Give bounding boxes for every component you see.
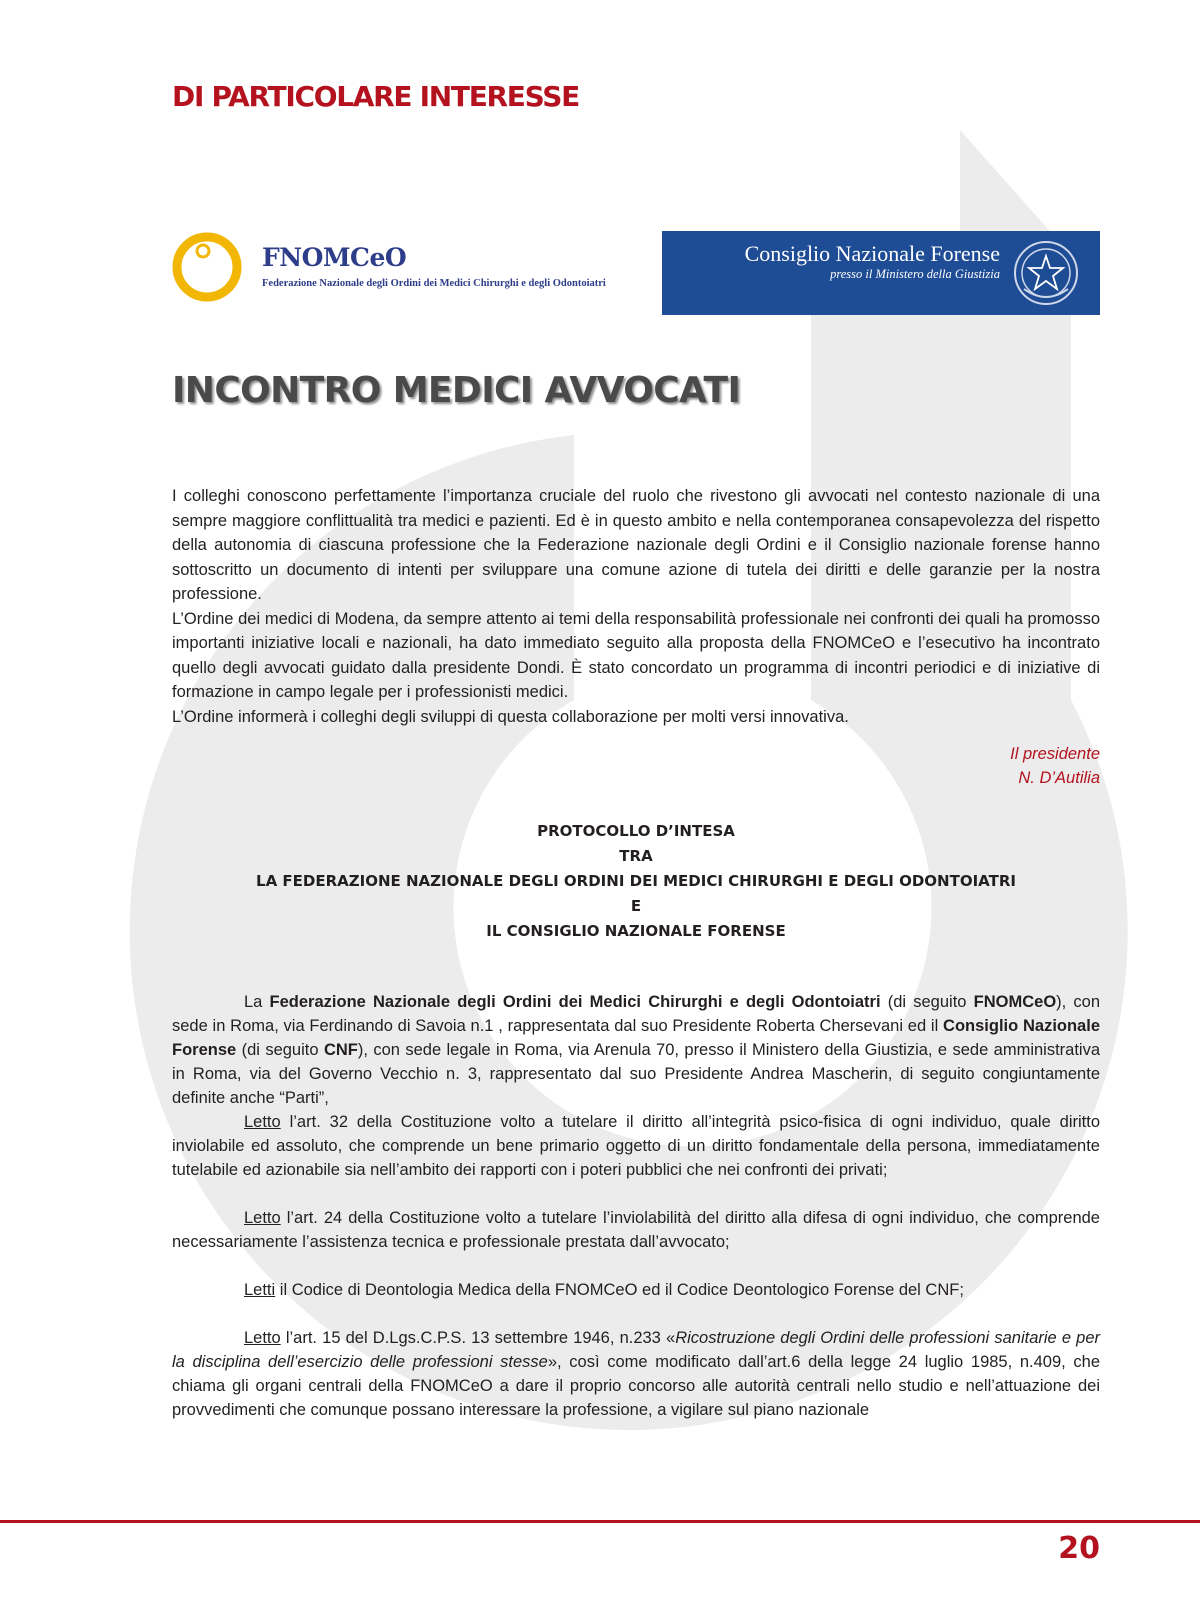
italian-republic-emblem-icon (1010, 237, 1082, 309)
intro-paragraph: I colleghi conoscono perfettamente l’importanza cruciale del ruolo che rivestono gli avvocati nel contesto nazionale di una sempre maggiore conflittualità tra medici e pazienti. Ed è in questo ambito e nella contemporanea consapevolezza del rispetto della autonomia di ciascuna professione che la Federazione nazionale degli Ordini e il Consiglio nazionale forense hanno sottoscritto un documento di intenti per sviluppare una comune azione di tutela dei diritti e delle garanzie per la nostra professione. (172, 487, 1100, 603)
signature-name: N. D’Autilia (1018, 769, 1100, 787)
intro-paragraph: L’Ordine informerà i colleghi degli sviluppi di questa collaborazione per molti versi innovativa. (172, 707, 849, 726)
fnomceo-subtitle: Federazione Nazionale degli Ordini dei Medici Chirurghi e degli Odontoiatri (262, 278, 606, 289)
article-intro (172, 484, 1100, 729)
article-headline: INCONTRO MEDICI AVVOCATI (172, 370, 741, 411)
signature-role: Il presidente (1010, 745, 1100, 763)
footer-rule (0, 1520, 1200, 1523)
protocol-heading-line: TRA (619, 847, 653, 865)
protocol-paragraph-art24: Letto l’art. 24 della Costituzione volto a tutelare l’inviolabilità del diritto alla difesa di ogni individuo, che comprende necessariamente l’assistenza tecnica e professionale prestata dall’avvocato; (172, 1209, 1100, 1251)
section-label: DI PARTICOLARE INTERESSE (172, 80, 579, 113)
protocol-heading-line: PROTOCOLLO D’INTESA (537, 822, 735, 840)
cnf-logo (662, 231, 1100, 315)
intro-paragraph: L’Ordine dei medici di Modena, da sempre attento ai temi della responsabilità professionale nei confronti dei quali ha promosso importanti iniziative locali e nazionali, ha dato immediato seguito alla proposta della FNOMCeO e l’esecutivo ha incontrato quello degli avvocati guidato dalla presidente Dondi. È stato concordato un programma di incontri periodici e di iniziative di formazione in campo legale per i professionisti medici. (172, 609, 1100, 701)
protocol-paragraph-codici: Letti il Codice di Deontologia Medica della FNOMCeO ed il Codice Deontologico Forense del CNF; (244, 1281, 964, 1299)
protocol-heading-line: LA FEDERAZIONE NAZIONALE DEGLI ORDINI DEI MEDICI CHIRURGHI E DEGLI ODONTOIATRI (256, 872, 1016, 890)
protocol-body (172, 990, 1100, 1422)
signature (1010, 742, 1100, 790)
cnf-name: Consiglio Nazionale Forense (744, 241, 1000, 266)
protocol-paragraph-art15: Letto l’art. 15 del D.Lgs.C.P.S. 13 settembre 1946, n.233 «Ricostruzione degli Ordini delle professioni sanitarie e per la disciplina dell’esercizio delle professioni stesse», così come modificato dall’art.6 della legge 24 luglio 1985, n.409, che chiama gli organi centrali della FNOMCeO a dare il proprio concorso alle autorità centrali nello studio e nell’attuazione dei provvedimenti che comunque possano interessare la professione, a vigilare sul piano nazionale (172, 1329, 1101, 1419)
protocol-heading-line: IL CONSIGLIO NAZIONALE FORENSE (486, 922, 786, 940)
page-number: 20 (1058, 1531, 1100, 1566)
fnomceo-name: FNOMCeO (262, 243, 407, 272)
protocol-heading-line: E (630, 897, 642, 915)
protocol-paragraph-art32: Letto l’art. 32 della Costituzione volto a tutelare il diritto all’integrità psico-fisica di ogni individuo, quale diritto inviolabile ed assoluto, che comprende un bene primario oggetto di un diritto fondamentale della persona, immediatamente tutelabile ed azionabile sia nell’ambito dei rapporti con i poteri pubblici che nei confronti dei privati; (172, 1113, 1100, 1179)
fnomceo-logo (170, 229, 630, 305)
cnf-subtitle: presso il Ministero della Giustizia (830, 267, 1000, 281)
fnomceo-mark-icon (170, 229, 246, 305)
protocol-paragraph-parties: La Federazione Nazionale degli Ordini dei Medici Chirurghi e degli Odontoiatri (di seguito FNOMCeO), con sede in Roma, via Ferdinando di Savoia n.1 , rappresentata dal suo Presidente Roberta Chersevani ed il Consiglio Nazionale Forense (di seguito CNF), con sede legale in Roma, via Arenula 70, presso il Ministero della Giustizia, e sede amministrativa in Roma, via del Governo Vecchio n. 3, rappresentato dal suo Presidente Andrea Mascherin, di seguito congiuntamente definite anche “Parti”, (172, 993, 1101, 1107)
protocol-heading (172, 819, 1100, 944)
